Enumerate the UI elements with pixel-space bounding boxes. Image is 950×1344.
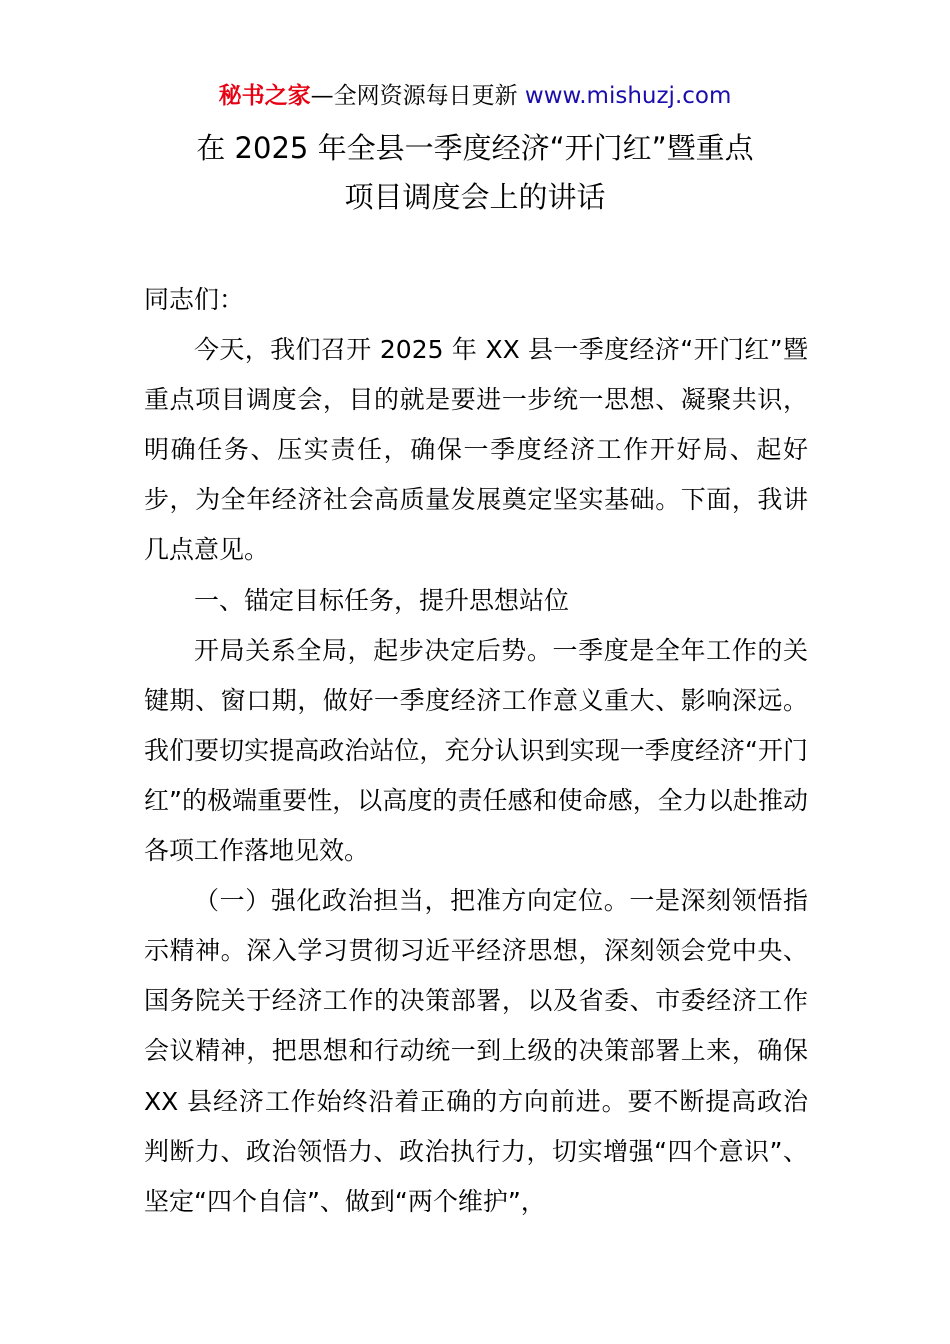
salutation: 同志们： <box>144 285 245 314</box>
paragraph-section-1: 开局关系全局，起步决定后势。一季度是全年工作的关键期、窗口期，做好一季度经济工作意义重大、影响深远。我们要切实提高政治站位，充分认识到实现一季度经济“开门红”的极端重要性，以高度的责任感和使命感，全力以赴推动各项工作落地见效。 <box>144 635 808 866</box>
paragraph-subsection-1: （一）强化政治担当，把准方向定位。一是深刻领悟指示精神。深入学习贯彻习近平经济思想，深刻领会党中央、国务院关于经济工作的决策部署，以及省委、市委经济工作会议精神，把思想和行动统一到上级的决策部署上来，确保 XX 县经济工作始终沿着正确的方向前进。要不断提高政治判断力、政治领悟力、政治执行力，切实增强“四个意识”、坚定“四个自信”、做到“两个维护”， <box>144 886 808 1216</box>
document-title-line-2: 项目调度会上的讲话 <box>344 180 606 214</box>
site-header <box>0 80 950 112</box>
section-heading-1: 一、锚定目标任务，提升思想站位 <box>194 585 570 615</box>
site-url-link[interactable]: www.mishuzj.com <box>524 83 732 109</box>
paragraph-intro: 今天，我们召开 2025 年 XX 县一季度经济“开门红”暨重点项目调度会，目的就是要进一步统一思想、凝聚共识，明确任务、压实责任，确保一季度经济工作开好局、起好步，为全年经济社会高质量发展奠定坚实基础。下面，我讲几点意见。 <box>144 335 808 565</box>
document-title-line-1: 在 2025 年全县一季度经济“开门红”暨重点 <box>196 131 754 165</box>
site-brand: 秘书之家 <box>218 83 311 109</box>
site-slogan: —全网资源每日更新 <box>310 83 525 109</box>
document-body <box>144 275 808 1227</box>
